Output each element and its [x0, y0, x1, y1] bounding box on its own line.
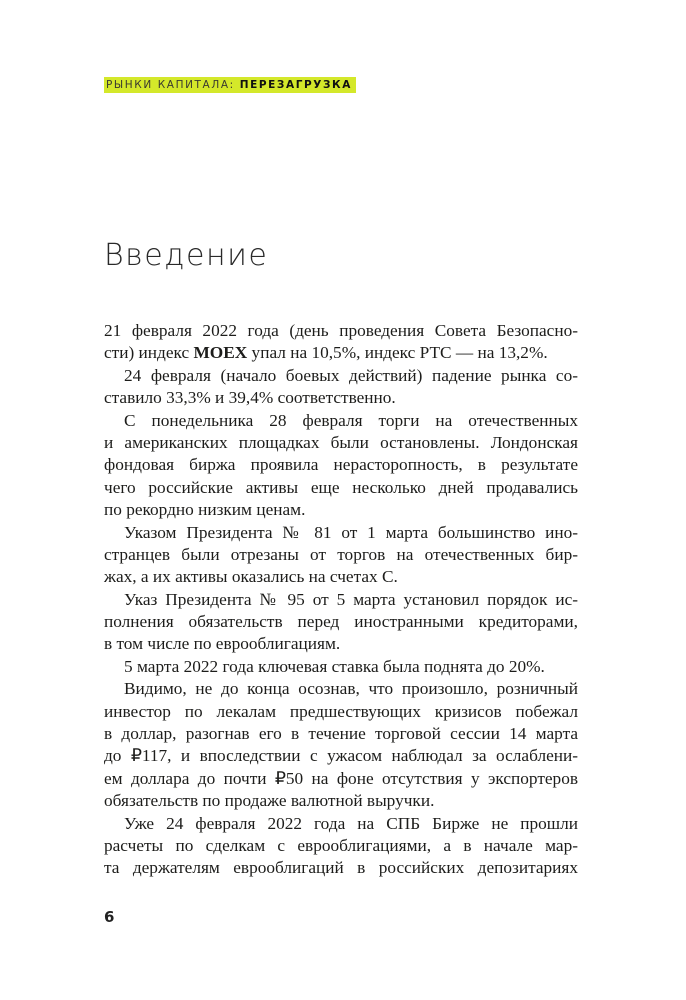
text-line: [104, 656, 578, 678]
text-segment: ем доллара до почти ₽50 на фоне отсутствия у экспортеров: [104, 768, 578, 788]
bold-term: MOEX: [193, 343, 248, 363]
text-segment: странцев были отрезаны от торгов на отечественных бир-: [104, 544, 578, 564]
text-segment: 21 февраля 2022 года (день проведения Совета Безопасно-: [104, 321, 578, 340]
text-segment: жах, а их активы оказались на счетах С.: [104, 567, 398, 587]
text-segment: и американских площадках были остановлены. Лондонская: [104, 432, 578, 452]
text-line: [104, 611, 578, 633]
text-line: [104, 387, 578, 409]
running-head-title: ПЕРЕЗАГРУЗКА: [239, 79, 352, 91]
text-line: [104, 678, 578, 700]
text-segment: инвестор по лекалам предшествующих кризисов побежал: [104, 701, 578, 721]
text-segment: фондовая биржа проявила нерасторопность, в результате: [104, 455, 578, 475]
text-segment: в доллар, разогнав его в течение торговой сессии 14 марта: [104, 724, 578, 744]
text-line: [104, 410, 578, 432]
text-line: [104, 790, 578, 812]
text-line: [104, 857, 578, 879]
text-segment: полнения обязательств перед иностранными кредиторами,: [104, 612, 578, 632]
text-segment: упал на 10,5%, индекс РТС — на 13,2%.: [247, 343, 548, 363]
text-line: [104, 342, 578, 364]
text-line: [104, 320, 578, 342]
text-line: [104, 633, 578, 655]
text-line: [104, 499, 578, 521]
text-segment: та держателям еврооблигаций в российских депозитариях: [104, 858, 578, 878]
text-segment: 5 марта 2022 года ключевая ставка была поднята до 20%.: [124, 656, 545, 676]
text-segment: до ₽117, и впоследствии с ужасом наблюдал за ослаблени-: [104, 746, 578, 766]
text-segment: 24 февраля (начало боевых действий) падение рынка со-: [124, 365, 578, 385]
running-head: [104, 77, 356, 93]
text-line: [104, 723, 578, 745]
text-segment: сти) индекс: [104, 343, 194, 363]
text-segment: Указом Президента № 81 от 1 марта большинство ино-: [124, 522, 578, 542]
text-segment: Указ Президента № 95 от 5 марта установил порядок ис-: [124, 589, 578, 609]
text-line: [104, 566, 578, 588]
text-line: [104, 365, 578, 387]
body-text: [104, 320, 578, 880]
text-line: [104, 432, 578, 454]
text-line: [104, 522, 578, 544]
text-segment: Уже 24 февраля 2022 года на СПБ Бирже не прошли: [124, 813, 578, 833]
text-segment: С понедельника 28 февраля торги на отечественных: [124, 410, 578, 430]
text-line: [104, 701, 578, 723]
text-segment: обязательств по продаже валютной выручки.: [104, 791, 435, 811]
chapter-title: Введение: [104, 238, 269, 273]
page-number: 6: [104, 908, 115, 926]
text-line: [104, 813, 578, 835]
text-line: [104, 544, 578, 566]
text-line: [104, 835, 578, 857]
text-line: [104, 477, 578, 499]
text-line: [104, 589, 578, 611]
text-segment: чего российские активы еще несколько дней продавались: [104, 477, 578, 497]
text-segment: по рекордно низким ценам.: [104, 500, 306, 520]
text-segment: ставило 33,3% и 39,4% соответственно.: [104, 388, 396, 408]
text-line: [104, 454, 578, 476]
running-head-section: РЫНКИ КАПИТАЛА:: [106, 79, 235, 91]
text-segment: в том числе по еврооблигациям.: [104, 634, 341, 654]
text-segment: Видимо, не до конца осознав, что произошло, розничный: [124, 679, 578, 699]
text-line: [104, 768, 578, 790]
text-line: [104, 745, 578, 767]
text-segment: расчеты по сделкам с еврооблигациями, а в начале мар-: [104, 835, 578, 855]
